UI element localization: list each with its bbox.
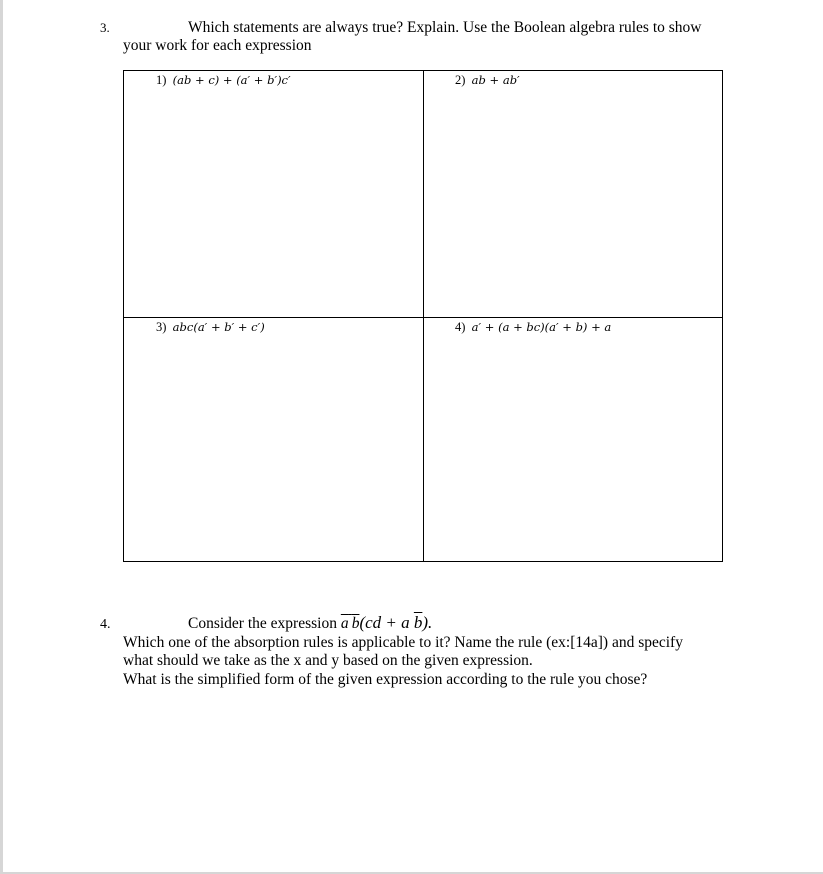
expression-1-number: 1) [156,73,167,87]
expression-4-label [455,320,611,335]
expression-2: ab + ab′ [471,73,520,87]
question-3-number: 3. [100,20,110,35]
question-4-text-line4: What is the simplified form of the given expression according to the rule you chose? [123,671,648,688]
question-4-text-line1 [188,614,432,633]
grid-divider-vertical [423,71,424,561]
expression-3: abc(a′ + b′ + c′) [172,320,265,334]
expression-2-label [455,73,520,88]
question-4-number: 4. [100,617,111,632]
question-4-text-line3: what should we take as the x and y based on the given expression. [123,652,533,669]
expr-rest: (cd + a $\overline{b}$). [359,613,433,632]
expression-3-number: 3) [156,320,167,334]
expression-2-number: 2) [455,73,466,87]
page-edge [0,0,3,874]
expression-4-number: 4) [455,320,466,334]
expression-1-label [156,73,291,88]
expression-1: (ab + c) + (a′ + b′)c′ [172,73,291,87]
grid-divider-horizontal [124,317,722,318]
question-3-text-line2: your work for each expression [123,37,312,54]
answer-grid [123,70,723,562]
expression-3-label [156,320,265,335]
expr-a-bar: a b [340,615,360,632]
question-4-text-line2: Which one of the absorption rules is applicable to it? Name the rule (ex:[14a]) and specify [123,634,683,651]
expression-4: a′ + (a + bc)(a′ + b) + a [471,320,612,334]
question-4-intro: Consider the expression [188,615,341,632]
question-3-text-line1: Which statements are always true? Explain. Use the Boolean algebra rules to show [188,19,702,36]
